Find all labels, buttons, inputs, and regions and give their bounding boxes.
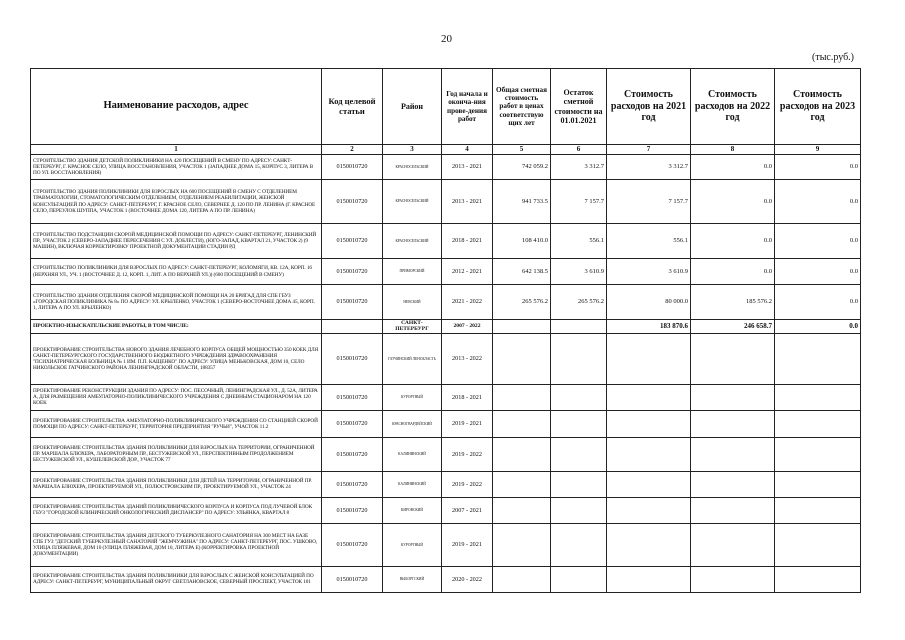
- column-number: 8: [691, 145, 775, 155]
- row-years: 2013 - 2021: [442, 180, 493, 224]
- row-cost-2021: 7 157.7: [607, 180, 691, 224]
- row-years: 2019 - 2021: [442, 523, 493, 566]
- row-total-cost: [493, 437, 551, 471]
- row-name: ПРОЕКТИРОВАНИЕ СТРОИТЕЛЬСТВА ЗДАНИЯ ПОЛИКЛИНИКИ ДЛЯ ВЗРОСЛЫХ С ЖЕНСКОЙ КОНСУЛЬТАЦИЕЙ ПО АДРЕСУ: САНКТ-ПЕТЕРБУРГ, МУНИЦИПАЛЬНЫЙ ОКРУГ СВЕТЛАНОВСКОЕ, СЕВЕРНЫЙ ПРОСПЕКТ, УЧАСТОК 101: [31, 566, 322, 592]
- row-district: ВЫБОРГСКИЙ: [383, 566, 442, 592]
- table-row: [31, 523, 861, 566]
- units-label: (тыс.руб.): [812, 52, 855, 63]
- column-number: 1: [31, 145, 322, 155]
- row-code: 0150010720: [322, 259, 383, 285]
- row-code: 0150010720: [322, 523, 383, 566]
- column-number: 5: [493, 145, 551, 155]
- row-cost-2023: [775, 523, 861, 566]
- row-total-cost: 265 576.2: [493, 285, 551, 320]
- row-cost-2023: [775, 566, 861, 592]
- row-district: КУРОРТНЫЙ: [383, 523, 442, 566]
- row-district: ПРИМОРСКИЙ: [383, 259, 442, 285]
- row-cost-2023: 0.0: [775, 259, 861, 285]
- row-name: ПРОЕКТИРОВАНИЕ СТРОИТЕЛЬСТВА АМБУЛАТОРНО-ПОЛИКЛИНИЧЕСКОГО УЧРЕЖДЕНИЯ СО СТАНЦИЕЙ СКОРОЙ ПОМОЩИ ПО АДРЕСУ: САНКТ-ПЕТЕРБУРГ, ТЕРРИТОРИЯ ПРЕДПРИЯТИЯ "РУЧЬИ", УЧАСТОК 11.2: [31, 410, 322, 437]
- row-cost-2021: 80 000.0: [607, 285, 691, 320]
- column-number: 7: [607, 145, 691, 155]
- section-remaining: [551, 320, 607, 334]
- table-row: [31, 180, 861, 224]
- row-total-cost: [493, 497, 551, 523]
- row-cost-2022: [691, 384, 775, 410]
- row-years: 2021 - 2022: [442, 285, 493, 320]
- row-remaining: 265 576.2: [551, 285, 607, 320]
- row-remaining: 3 312.7: [551, 155, 607, 180]
- row-code: 0150010720: [322, 180, 383, 224]
- row-total-cost: 108 410.0: [493, 224, 551, 259]
- row-remaining: [551, 471, 607, 497]
- row-code: 0150010720: [322, 384, 383, 410]
- row-cost-2022: 0.0: [691, 224, 775, 259]
- header-code: Код целевой статьи: [322, 69, 383, 145]
- row-district: КРАСНОГВАРДЕЙСКИЙ: [383, 410, 442, 437]
- row-years: 2013 - 2022: [442, 333, 493, 384]
- table-row: [31, 224, 861, 259]
- row-years: 2012 - 2021: [442, 259, 493, 285]
- row-cost-2021: [607, 384, 691, 410]
- row-total-cost: [493, 384, 551, 410]
- row-cost-2022: 0.0: [691, 259, 775, 285]
- row-code: 0150010720: [322, 410, 383, 437]
- row-years: 2019 - 2022: [442, 471, 493, 497]
- section-cost-2022: 246 658.7: [691, 320, 775, 334]
- row-cost-2021: [607, 410, 691, 437]
- row-remaining: [551, 497, 607, 523]
- row-name: СТРОИТЕЛЬСТВО ПОДСТАНЦИИ СКОРОЙ МЕДИЦИНСКОЙ ПОМОЩИ ПО АДРЕСУ: САНКТ-ПЕТЕРБУРГ, ЛЕНИНСКИЙ ПР., УЧАСТОК 2 (СЕВЕРО-ЗАПАДНЕЕ ПЕРЕСЕЧЕНИЯ С УЛ. ДОБЛЕСТИ), (ЮГО-ЗАПАД, КВАРТАЛ 21, УЧАСТОК 2) (9 МАШИН), ВКЛЮЧАЯ КОРРЕКТИРОВКУ ПРОЕКТНОЙ ДОКУМЕНТАЦИИ СТАДИИ РД: [31, 224, 322, 259]
- row-district: КАЛИНИНСКИЙ: [383, 471, 442, 497]
- table-row: [31, 471, 861, 497]
- row-code: 0150010720: [322, 566, 383, 592]
- row-cost-2021: [607, 471, 691, 497]
- table-row: [31, 285, 861, 320]
- row-cost-2021: [607, 497, 691, 523]
- table-row: [31, 384, 861, 410]
- row-name: ПРОЕКТИРОВАНИЕ РЕКОНСТРУКЦИИ ЗДАНИЯ ПО АДРЕСУ: ПОС. ПЕСОЧНЫЙ, ЛЕНИНГРАДСКАЯ УЛ., Д. 52А, ЛИТЕРА А, ДЛЯ РАЗМЕЩЕНИЯ АМБУЛАТОРНО-ПОЛИКЛИНИЧЕСКОГО УЧРЕЖДЕНИЯ С ДНЕВНЫМ СТАЦИОНАРОМ НА 120 КОЕК: [31, 384, 322, 410]
- row-code: 0150010720: [322, 224, 383, 259]
- row-name: СТРОИТЕЛЬСТВО ЗДАНИЯ ПОЛИКЛИНИКИ ДЛЯ ВЗРОСЛЫХ НА 600 ПОСЕЩЕНИЙ В СМЕНУ С ОТДЕЛЕНИЕМ ТРАВМАТОЛОГИИ, СТОМАТОЛОГИЧЕСКИМ ОТДЕЛЕНИЕМ, ОТДЕЛЕНИЕМ РЕАБИЛИТАЦИИ, ЖЕНСКОЙ КОНСУЛЬТАЦИЕЙ ПО АДРЕСУ: САНКТ-ПЕТЕРБУРГ, Г. КРАСНОЕ СЕЛО, СЕВЕРНЕЕ Д. 120 ПО ПР. ЛЕНИНА (Г. КРАСНОЕ СЕЛО, ПЕРЕУЛОК ШУППА, УЧАСТОК 1 (ВОСТОЧНЕЕ ДОМА 120, ЛИТЕРА А ПО ПР. ЛЕНИНА): [31, 180, 322, 224]
- section-total-cost: [493, 320, 551, 334]
- row-district: ГАТЧИНСКИЙ ЛЕНОБЛАСТЬ: [383, 333, 442, 384]
- header-total-cost: Общая сметная стоимость работ в ценах соответствую щих лет: [493, 69, 551, 145]
- row-district: НЕВСКИЙ: [383, 285, 442, 320]
- row-name: СТРОИТЕЛЬСТВО ЗДАНИЯ ОТДЕЛЕНИЯ СКОРОЙ МЕДИЦИНСКОЙ ПОМОЩИ НА 20 БРИГАД ДЛЯ СПБ ГБУЗ «ГОРОДСКАЯ ПОЛИКЛИНИКА № 8» ПО АДРЕСУ: УЛ. КРЫЛЕНКО, УЧАСТОК 1 (СЕВЕРО-ВОСТОЧНЕЕ ДОМА 45, КОРП. 1, ЛИТЕРА А ПО УЛ. КРЫЛЕНКО): [31, 285, 322, 320]
- row-cost-2021: [607, 523, 691, 566]
- page-number: 20: [441, 33, 452, 45]
- row-years: 2020 - 2022: [442, 566, 493, 592]
- section-name: ПРОЕКТНО-ИЗЫСКАТЕЛЬСКИЕ РАБОТЫ, В ТОМ ЧИСЛЕ:: [31, 320, 322, 334]
- table-row: [31, 155, 861, 180]
- header-years: Год начала и оконча-ния прове-дения работ: [442, 69, 493, 145]
- section-district: САНКТ-ПЕТЕРБУРГ: [383, 320, 442, 334]
- row-name: ПРОЕКТИРОВАНИЕ СТРОИТЕЛЬСТВА НОВОГО ЗДАНИЯ ЛЕЧЕБНОГО КОРПУСА ОБЩЕЙ МОЩНОСТЬЮ 350 КОЕК ДЛЯ САНКТ-ПЕТЕРБУРГСКОГО ГОСУДАРСТВЕННОГО БЮДЖЕТНОГО УЧРЕЖДЕНИЯ ЗДРАВООХРАНЕНИЯ "ПСИХИАТРИЧЕСКАЯ БОЛЬНИЦА № 1 ИМ. П.П. КАЩЕНКО" ПО АДРЕСУ: УЛИЦА МЕНЬКОВСКАЯ, ДОМ 10, СЕЛО НИКОЛЬСКОЕ ГАТЧИНСКОГО РАЙОНА ЛЕНИНГРАДСКОЙ ОБЛАСТИ, 188357: [31, 333, 322, 384]
- column-number-row: [31, 145, 861, 155]
- row-code: 0150010720: [322, 497, 383, 523]
- row-code: 0150010720: [322, 437, 383, 471]
- section-row: [31, 320, 861, 334]
- row-cost-2023: [775, 497, 861, 523]
- row-cost-2022: 0.0: [691, 180, 775, 224]
- row-name: ПРОЕКТИРОВАНИЕ СТРОИТЕЛЬСТВА ЗДАНИЯ ПОЛИКЛИНИКИ ДЛЯ ВЗРОСЛЫХ НА ТЕРРИТОРИИ, ОГРАНИЧЕННОЙ ПР. МАРШАЛА БЛЮХЕРА, ЛАБОРАТОРНЫМ ПР., БЕСТУЖЕВСКОЙ УЛ., ПЕРСПЕКТИВНЫМ ПРОДОЛЖЕНИЕМ БЕСТУЖЕВСКОЙ УЛ., КУШЕЛЕВСКОЙ ДОР., УЧАСТОК 77: [31, 437, 322, 471]
- row-cost-2022: [691, 333, 775, 384]
- row-cost-2022: [691, 437, 775, 471]
- section-cost-2021: 183 870.6: [607, 320, 691, 334]
- row-remaining: 7 157.7: [551, 180, 607, 224]
- section-code: [322, 320, 383, 334]
- row-cost-2021: [607, 333, 691, 384]
- row-name: ПРОЕКТИРОВАНИЕ СТРОИТЕЛЬСТВА ЗДАНИЙ ПОЛИКЛИНИЧЕСКОГО КОРПУСА И КОРПУСА ПОД ЛУЧЕВОЙ БЛОК ГБУЗ "ГОРОДСКОЙ КЛИНИЧЕСКИЙ ОНКОЛОГИЧЕСКИЙ ДИСПАНСЕР" ПО АДРЕСУ: УЛЬЯНКА, КВАРТАЛ 8: [31, 497, 322, 523]
- row-remaining: [551, 333, 607, 384]
- table-row: [31, 566, 861, 592]
- row-years: 2018 - 2021: [442, 384, 493, 410]
- row-total-cost: [493, 333, 551, 384]
- table-row: [31, 437, 861, 471]
- row-remaining: [551, 566, 607, 592]
- table-row: [31, 259, 861, 285]
- header-remaining: Остаток сметной стоимости на 01.01.2021: [551, 69, 607, 145]
- row-years: 2007 - 2021: [442, 497, 493, 523]
- row-total-cost: 941 733.5: [493, 180, 551, 224]
- table-row: [31, 497, 861, 523]
- row-cost-2022: [691, 566, 775, 592]
- row-name: СТРОИТЕЛЬСТВО ПОЛИКЛИНИКИ ДЛЯ ВЗРОСЛЫХ ПО АДРЕСУ: САНКТ-ПЕТЕРБУРГ, КОЛОМЯГИ, КВ. 12А, КОРП. 16 (ВЕРХНЯЯ УЛ., УЧ. 1 (ВОСТОЧНЕЕ Д. 12, КОРП. 1, ЛИТ. А ПО ВЕРХНЕЙ УЛ.)) (600 ПОСЕЩЕНИЙ В СМЕНУ): [31, 259, 322, 285]
- row-cost-2021: [607, 437, 691, 471]
- header-name: Наименование расходов, адрес: [31, 69, 322, 145]
- row-district: КИРОВСКИЙ: [383, 497, 442, 523]
- row-name: ПРОЕКТИРОВАНИЕ СТРОИТЕЛЬСТВА ЗДАНИЯ ДЕТСКОГО ТУБЕРКУЛЕЗНОГО САНАТОРИЯ НА 300 МЕСТ НА БАЗЕ СПБ ГУЗ "ДЕТСКИЙ ТУБЕРКУЛЕЗНЫЙ САНАТОРИЙ "ЖЕМЧУЖИНА" ПО АДРЕСУ: САНКТ-ПЕТЕРБУРГ, ПОС. УШКОВО, УЛИЦА ПЛЯЖЕВАЯ, ДОМ 10 (УЛИЦА ПЛЯЖЕВАЯ, ДОМ 10, ЛИТЕРА Е) (КОРРЕКТИРОВКА ПРОЕКТНОЙ ДОКУМЕНТАЦИИ): [31, 523, 322, 566]
- row-district: КРАСНОСЕЛЬСКИЙ: [383, 155, 442, 180]
- row-total-cost: [493, 523, 551, 566]
- column-number: 3: [383, 145, 442, 155]
- row-total-cost: [493, 410, 551, 437]
- row-cost-2022: 0.0: [691, 155, 775, 180]
- row-name: ПРОЕКТИРОВАНИЕ СТРОИТЕЛЬСТВА ЗДАНИЯ ПОЛИКЛИНИКИ ДЛЯ ДЕТЕЙ НА ТЕРРИТОРИИ, ОГРАНИЧЕННОЙ ПР. МАРШАЛА БЛЮХЕРА, ПРОЕКТИРУЕМОЙ УЛ., ПОЛЮСТРОВСКИМ ПР., ПРОЕКТИРУЕМОЙ УЛ., УЧАСТОК 24: [31, 471, 322, 497]
- row-years: 2013 - 2021: [442, 155, 493, 180]
- row-cost-2023: 0.0: [775, 224, 861, 259]
- column-number: 9: [775, 145, 861, 155]
- row-cost-2021: 3 610.9: [607, 259, 691, 285]
- budget-table-wrapper: [30, 68, 861, 593]
- row-remaining: [551, 523, 607, 566]
- row-code: 0150010720: [322, 471, 383, 497]
- header-cost-2023: Стоимость расходов на 2023 год: [775, 69, 861, 145]
- row-cost-2021: 3 312.7: [607, 155, 691, 180]
- table-row: [31, 333, 861, 384]
- row-total-cost: 742 059.2: [493, 155, 551, 180]
- row-remaining: 556.1: [551, 224, 607, 259]
- row-remaining: [551, 437, 607, 471]
- row-years: 2019 - 2022: [442, 437, 493, 471]
- column-number: 2: [322, 145, 383, 155]
- row-cost-2023: [775, 384, 861, 410]
- section-cost-2023: 0.0: [775, 320, 861, 334]
- row-cost-2022: [691, 410, 775, 437]
- row-remaining: [551, 410, 607, 437]
- row-years: 2019 - 2021: [442, 410, 493, 437]
- header-cost-2022: Стоимость расходов на 2022 год: [691, 69, 775, 145]
- row-cost-2023: [775, 410, 861, 437]
- row-cost-2023: 0.0: [775, 285, 861, 320]
- row-district: КАЛИНИНСКИЙ: [383, 437, 442, 471]
- row-district: КУРОРТНЫЙ: [383, 384, 442, 410]
- row-cost-2022: [691, 523, 775, 566]
- column-number: 6: [551, 145, 607, 155]
- header-cost-2021: Стоимость расходов на 2021 год: [607, 69, 691, 145]
- section-years: 2007 - 2022: [442, 320, 493, 334]
- column-number: 4: [442, 145, 493, 155]
- row-years: 2018 - 2021: [442, 224, 493, 259]
- row-total-cost: 642 138.5: [493, 259, 551, 285]
- budget-table: [30, 68, 861, 593]
- row-district: КРАСНОСЕЛЬСКИЙ: [383, 180, 442, 224]
- header-row: [31, 69, 861, 145]
- row-cost-2023: [775, 437, 861, 471]
- row-remaining: [551, 384, 607, 410]
- row-code: 0150010720: [322, 155, 383, 180]
- row-code: 0150010720: [322, 333, 383, 384]
- row-name: СТРОИТЕЛЬСТВО ЗДАНИЯ ДЕТСКОЙ ПОЛИКЛИНИКИ НА 420 ПОСЕЩЕНИЙ В СМЕНУ ПО АДРЕСУ: САНКТ-ПЕТЕРБУРГ, Г. КРАСНОЕ СЕЛО, УЛИЦА ВОССТАНОВЛЕНИЯ, УЧАСТОК 1 (ЗАПАДНЕЕ ДОМА 15, КОРПУС 3, ЛИТЕРА В ПО УЛ. ВОССТАНОВЛЕНИЯ): [31, 155, 322, 180]
- row-cost-2022: [691, 471, 775, 497]
- row-cost-2021: [607, 566, 691, 592]
- row-cost-2023: [775, 333, 861, 384]
- row-total-cost: [493, 566, 551, 592]
- row-cost-2023: 0.0: [775, 155, 861, 180]
- row-cost-2022: 185 576.2: [691, 285, 775, 320]
- header-district: Район: [383, 69, 442, 145]
- row-cost-2023: 0.0: [775, 180, 861, 224]
- row-district: КРАСНОСЕЛЬСКИЙ: [383, 224, 442, 259]
- row-cost-2023: [775, 471, 861, 497]
- row-cost-2022: [691, 497, 775, 523]
- row-code: 0150010720: [322, 285, 383, 320]
- table-row: [31, 410, 861, 437]
- row-remaining: 3 610.9: [551, 259, 607, 285]
- row-cost-2021: 556.1: [607, 224, 691, 259]
- row-total-cost: [493, 471, 551, 497]
